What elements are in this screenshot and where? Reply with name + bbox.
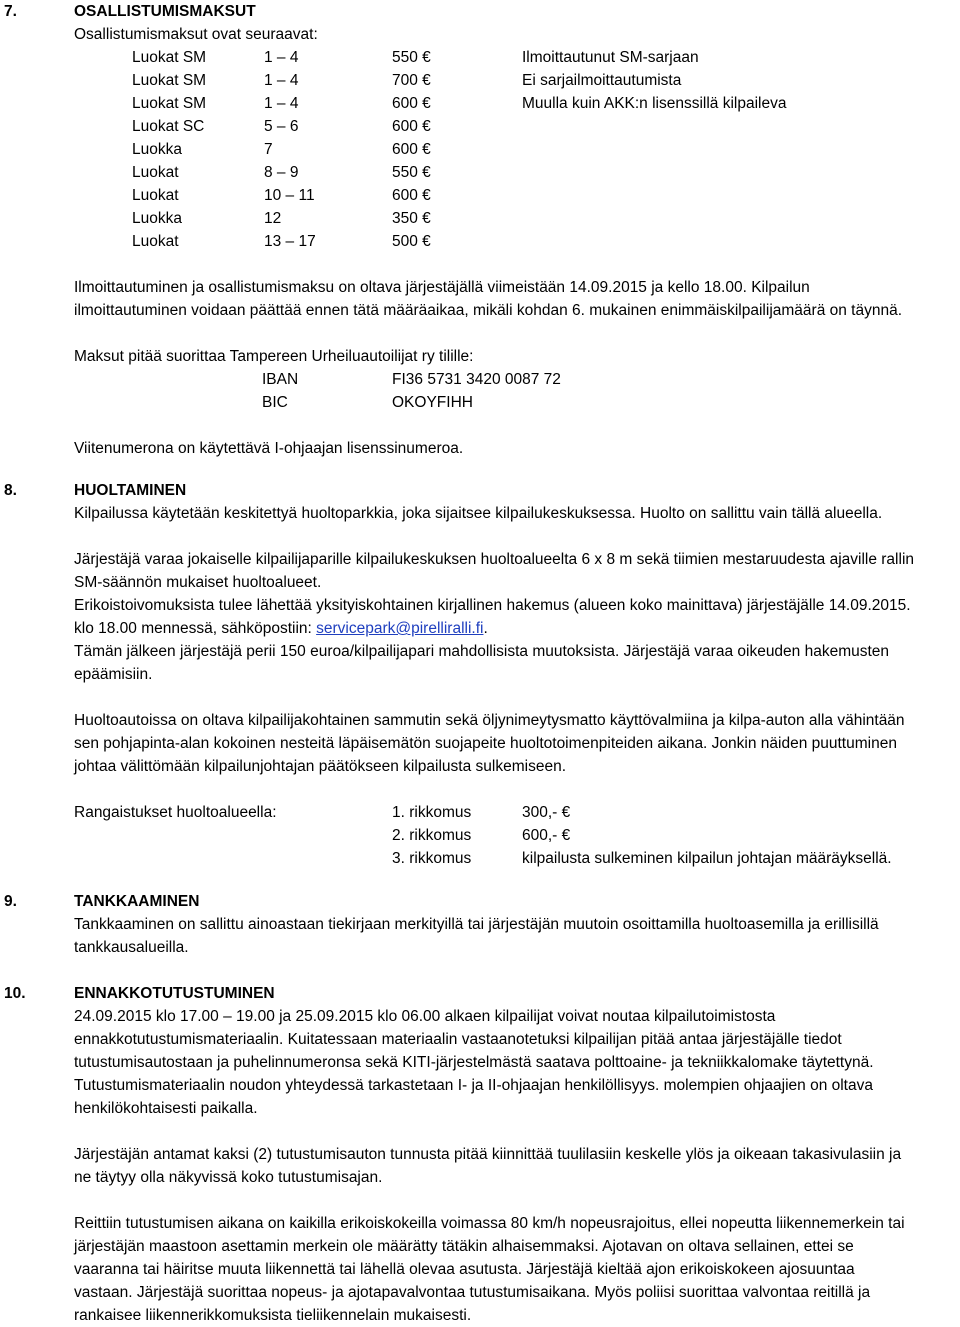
section-7-number: 7.	[4, 3, 17, 20]
fee-row: Luokat SM 1 – 4 600 € Muulla kuin AKK:n lisenssillä kilpaileva	[132, 95, 787, 112]
fee-row: Luokka 12 350 €	[132, 210, 431, 227]
iban-row: IBAN FI36 5731 3420 0087 72	[262, 371, 561, 388]
section-10	[0, 982, 960, 1327]
paragraph: järjestäjän maastoon asettamin merkein ole määrätty tätäkin alhaisemmaksi. Ajotavan on oltava sellainen, ettei se	[74, 1238, 854, 1255]
paragraph: Huoltoautoissa on oltava kilpailijakohtainen sammutin sekä öljynimeytysmatto käyttövalmiina ja kilpa-auton alla vähintään	[74, 712, 905, 729]
bic-row: BIC OKOYFIHH	[262, 394, 473, 411]
penalty-row: 2. rikkomus 600,- €	[392, 827, 571, 844]
paragraph: rankaisee liikennerikkomuksista tieliikennelain mukaisesti.	[74, 1307, 472, 1324]
paragraph: klo 18.00 mennessä, sähköpostiin: servicepark@pirelliralli.fi.	[74, 620, 488, 637]
paragraph: Reittiin tutustumisen aikana on kaikilla erikoiskokeilla voimassa 80 km/h nopeusrajoitus, ellei nopeutta liikennemerkein tai	[74, 1215, 905, 1232]
paragraph: Kilpailussa käytetään keskitettyä huoltoparkkia, joka sijaitsee kilpailukeskuksessa. Huolto on sallittu vain tällä alueella.	[74, 505, 883, 522]
fees-intro: Osallistumismaksut ovat seuraavat:	[74, 26, 318, 43]
section-9	[0, 890, 960, 959]
section-9-number: 9.	[4, 893, 17, 910]
fee-row: Luokat 8 – 9 550 €	[132, 164, 431, 181]
penalty-row: 3. rikkomus kilpailusta sulkeminen kilpailun johtajan määräyksellä.	[392, 850, 892, 867]
section-7-title: OSALLISTUMISMAKSUT	[74, 3, 256, 20]
paragraph: ne täytyy olla näkyvissä koko tutustumisajan.	[74, 1169, 383, 1186]
section-10-number: 10.	[4, 985, 26, 1002]
section-8-title: HUOLTAMINEN	[74, 482, 187, 499]
paragraph: Tutustumismateriaalin noudon yhteydessä tarkastetaan I- ja II-ohjaajan henkilöllisyys. molempien ohjaajien on oltava	[74, 1077, 873, 1094]
section-8-number: 8.	[4, 482, 17, 499]
fee-row: Luokat SC 5 – 6 600 €	[132, 118, 431, 135]
fee-row: Luokat 10 – 11 600 €	[132, 187, 431, 204]
paragraph: johtaa välittömään kilpailunjohtajan päätökseen kilpailusta sulkemiseen.	[74, 758, 566, 775]
paragraph: Tämän jälkeen järjestäjä perii 150 euroa/kilpailijapari mahdollisista muutoksista. Järjestäjä varaa oikeuden hakemusten	[74, 643, 890, 660]
fee-row: Luokka 7 600 €	[132, 141, 431, 158]
paragraph: henkilökohtaisesti paikalla.	[74, 1100, 258, 1117]
email-link[interactable]: servicepark@pirelliralli.fi	[316, 620, 484, 637]
paragraph: 24.09.2015 klo 17.00 – 19.00 ja 25.09.2015 klo 06.00 alkaen kilpailijat voivat noutaa kilpailutoimistosta	[74, 1008, 776, 1025]
paragraph: ennakkotutustumismateriaalin. Kuitatessaan materiaalin vastaanotetuksi kilpailijan pitää antaa järjestäjälle tiedot	[74, 1031, 842, 1048]
payment-intro: Maksut pitää suorittaa Tampereen Urheiluautoilijat ry tilille:	[74, 348, 474, 365]
section-10-title: ENNAKKOTUTUSTUMINEN	[74, 985, 275, 1002]
section-8	[0, 479, 960, 870]
penalty-row: Rangaistukset huoltoalueella: 1. rikkomus 300,- €	[74, 804, 571, 821]
paragraph: Järjestäjän antamat kaksi (2) tutustumisauton tunnusta pitää kiinnittää tuulilasiin keskelle ylös ja oikeaan takasivulasiin ja	[74, 1146, 902, 1163]
deadline-text: Ilmoittautuminen ja osallistumismaksu on oltava järjestäjällä viimeistään 14.09.2015 ja kello 18.00. Kilpailun	[74, 279, 810, 296]
paragraph: sen pohjapinta-alan kokoinen nesteitä läpäisemätön suojapeite huoltotoimenpiteiden aikana. Jonkin näiden puuttuminen	[74, 735, 897, 752]
paragraph: Erikoistoivomuksista tulee lähettää yksityiskohtainen kirjallinen hakemus (alueen koko mainittava) järjestäjälle 14.09.2015.	[74, 597, 911, 614]
paragraph: tankkausalueilla.	[74, 939, 189, 956]
reference-note: Viitenumerona on käytettävä I-ohjaajan lisenssinumeroa.	[74, 440, 464, 457]
paragraph: SM-säännön mukaiset huoltoalueet.	[74, 574, 322, 591]
section-9-title: TANKKAAMINEN	[74, 893, 200, 910]
fee-row: Luokat SM 1 – 4 700 € Ei sarjailmoittautumista	[132, 72, 682, 89]
paragraph: vastaan. Järjestäjä suorittaa nopeus- ja ajotapavalvontaa tutustumisaikana. Myös poliisi suorittaa valvontaa reitillä ja	[74, 1284, 871, 1301]
section-7	[0, 0, 960, 460]
paragraph: Tankkaaminen on sallittu ainoastaan tiekirjaan merkityillä tai järjestäjän muutoin osoittamilla huoltoasemilla ja erillisillä	[74, 916, 879, 933]
paragraph: vaaranna tai häiritse muuta liikennettä tai lähellä olevaa asutusta. Järjestäjä kieltää ajon erikoiskokeen ajosuuntaa	[74, 1261, 855, 1278]
fee-table	[74, 46, 954, 253]
fee-row: Luokat 13 – 17 500 €	[132, 233, 431, 250]
paragraph: tutustumisautostaan ja puhelinnumeronsa sekä KITI-järjestelmästä saatava polttoaine- ja tekniikkalomake täytettynä.	[74, 1054, 874, 1071]
paragraph: Järjestäjä varaa jokaiselle kilpailijaparille kilpailukeskuksen huoltoalueelta 6 x 8 m sekä tiimien mestaruudesta ajaville rallin	[74, 551, 915, 568]
deadline-text: ilmoittautuminen voidaan päättää ennen tätä määräaikaa, mikäli kohdan 6. mukainen enimmäiskilpailijamäärä on täynnä.	[74, 302, 903, 319]
paragraph: epäämisiin.	[74, 666, 153, 683]
fee-row: Luokat SM 1 – 4 550 € Ilmoittautunut SM-sarjaan	[132, 49, 699, 66]
